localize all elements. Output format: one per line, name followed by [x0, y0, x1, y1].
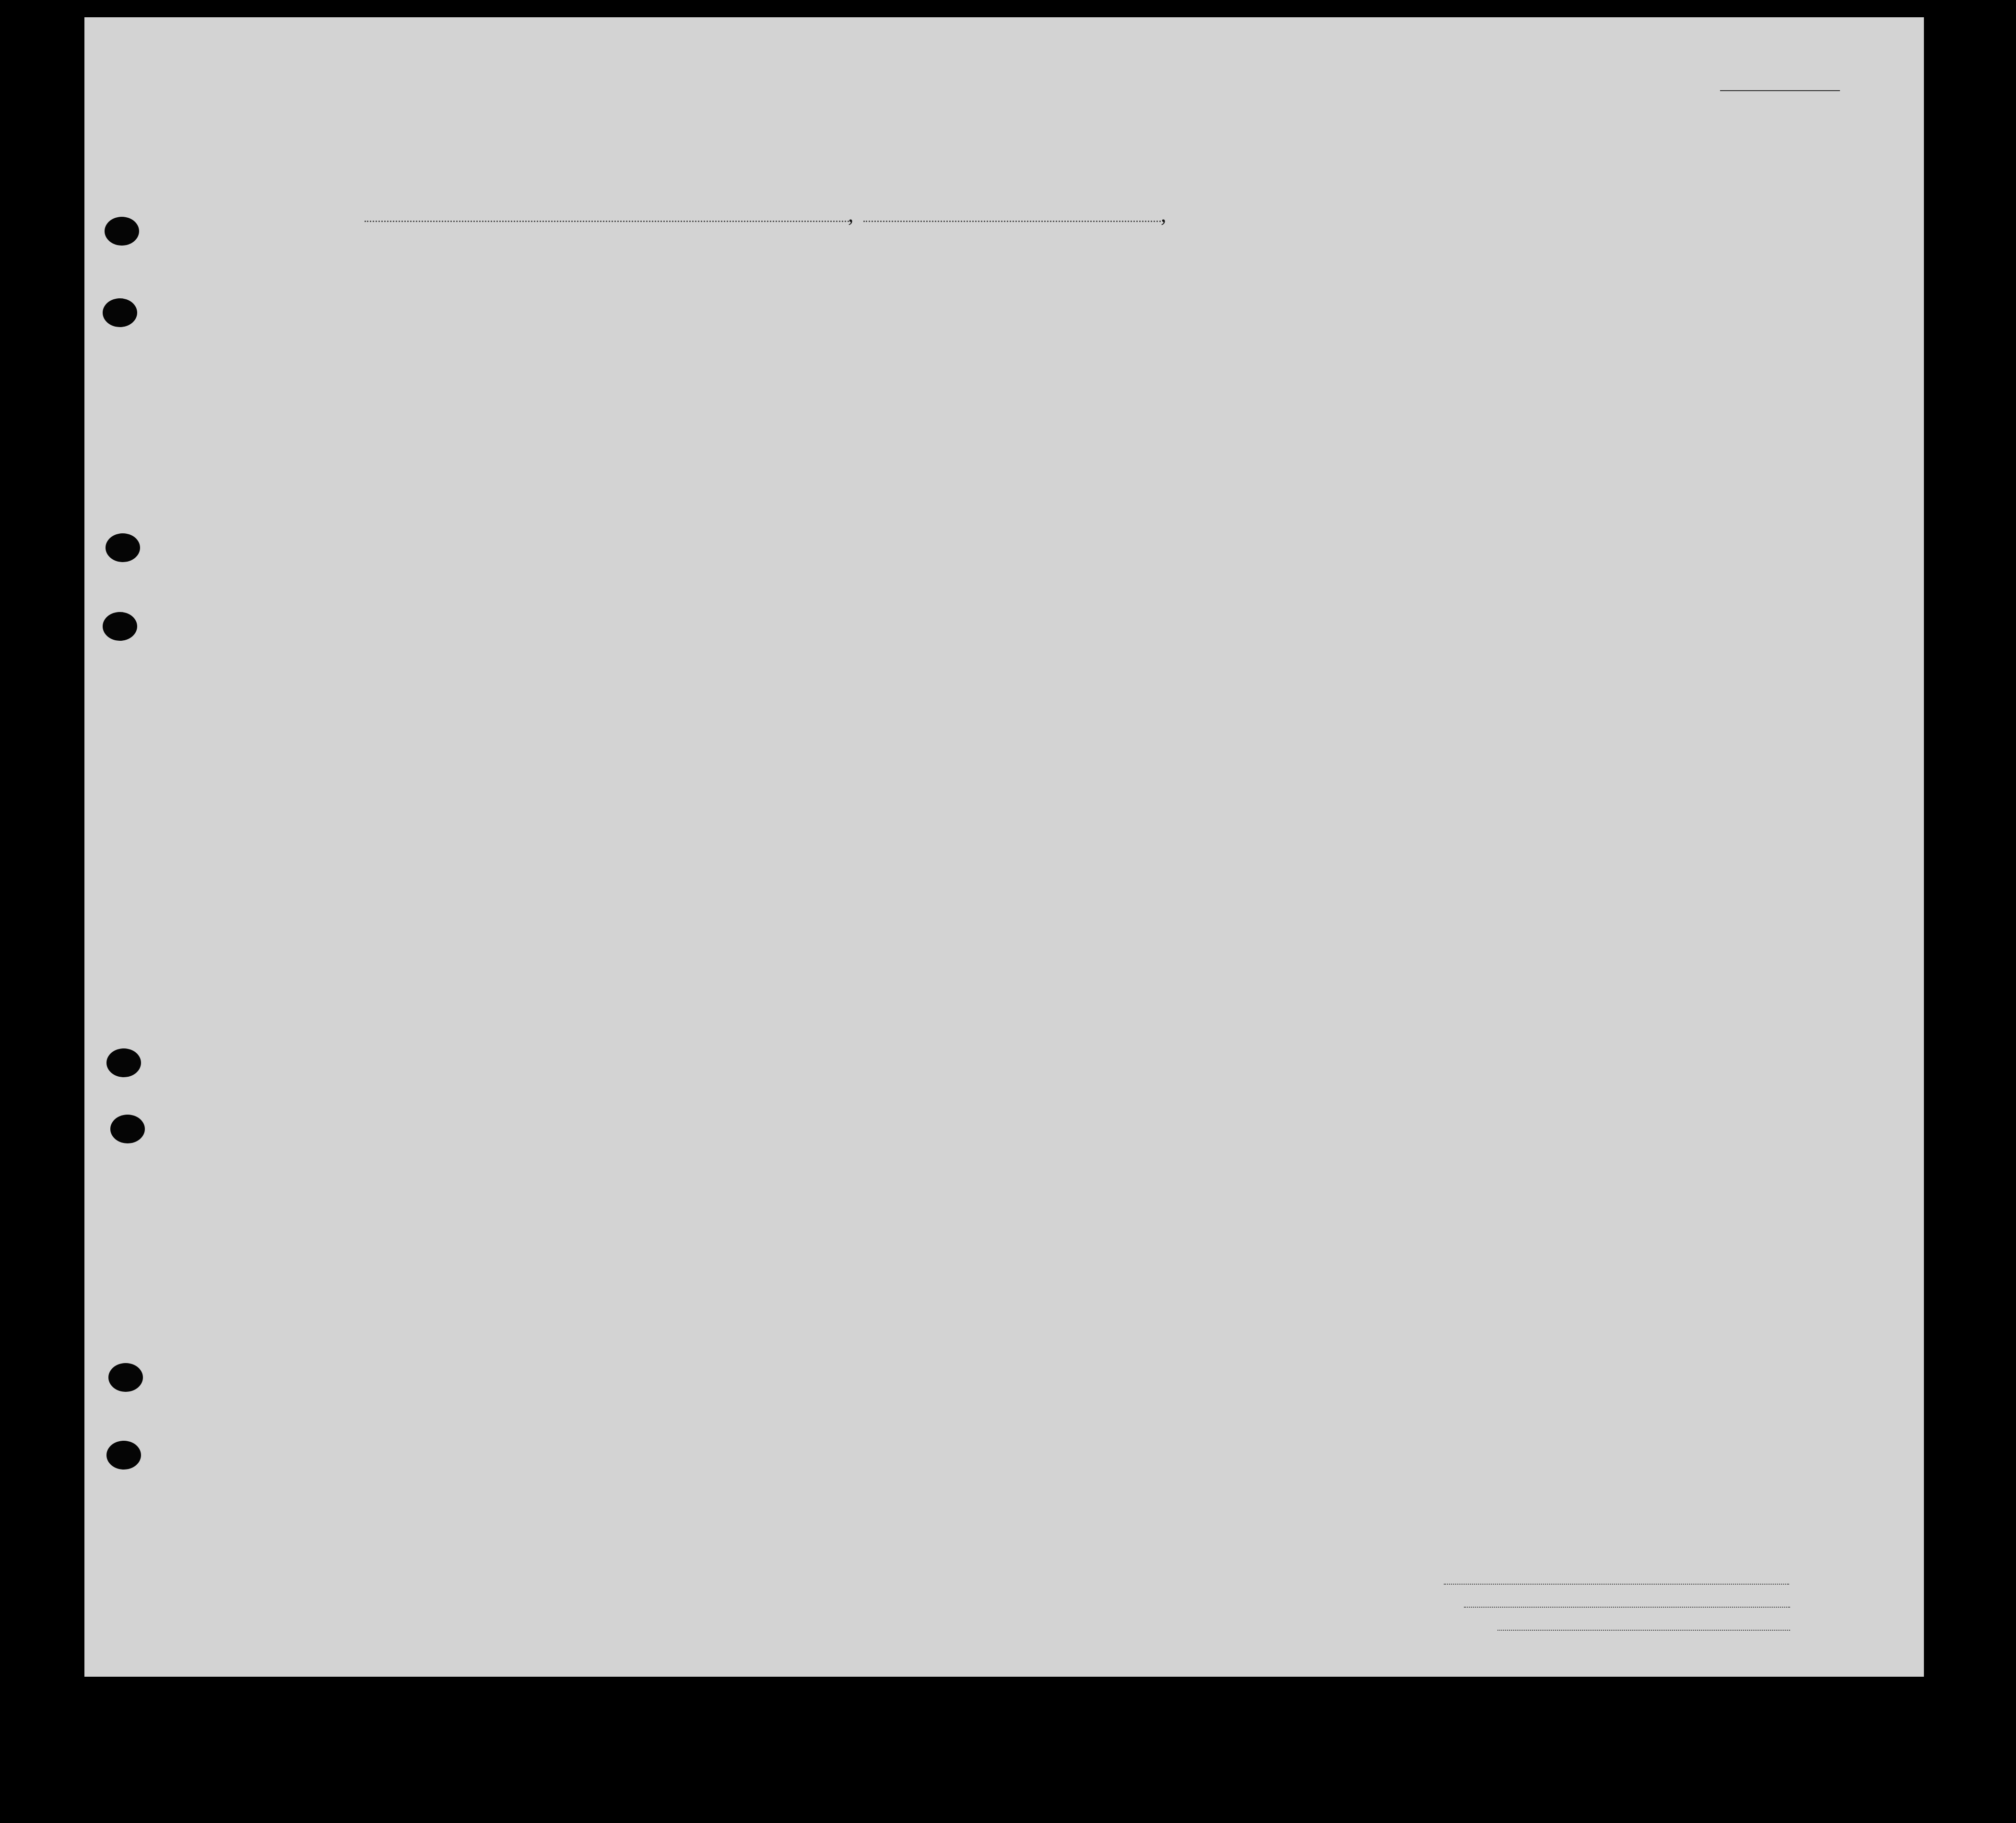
col24-sub-citizen [1218, 305, 1246, 401]
list-number-line [1720, 90, 1840, 91]
col34-feet [1592, 369, 1609, 398]
date-field-line [863, 221, 1161, 222]
col29-text [1394, 279, 1430, 401]
col25-text [1249, 279, 1293, 401]
col26-text [1295, 279, 1316, 401]
col34-inches [1612, 363, 1629, 398]
col19-text [587, 274, 615, 401]
col27-text [1318, 279, 1339, 401]
col28-text [1341, 279, 1391, 401]
col21-text [706, 275, 734, 400]
col30-text [1431, 279, 1450, 401]
col24-sub-return [1144, 305, 1188, 401]
local-agents-field [1497, 1630, 1790, 1631]
port-field-line [365, 221, 849, 222]
col24-sub-length [1190, 305, 1216, 401]
owners-field [1464, 1607, 1790, 1608]
line-field [1444, 1584, 1789, 1585]
col31-text [1452, 279, 1472, 401]
comma: , [848, 202, 854, 226]
comma: , [1161, 202, 1167, 226]
